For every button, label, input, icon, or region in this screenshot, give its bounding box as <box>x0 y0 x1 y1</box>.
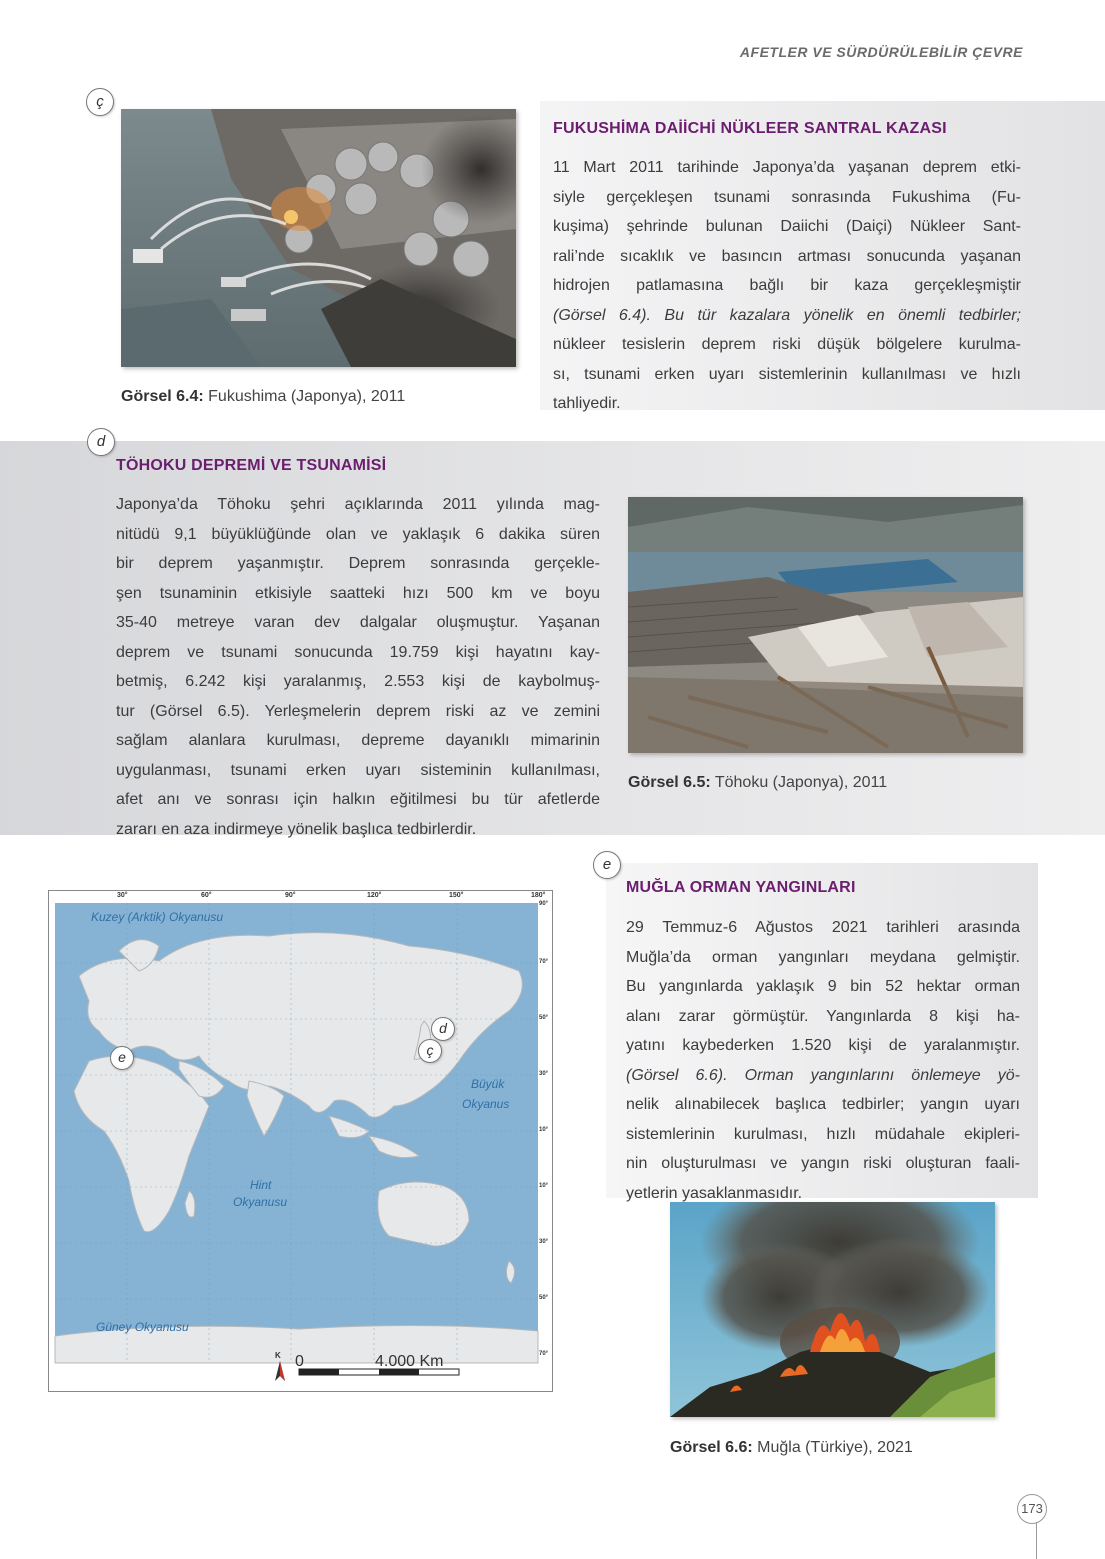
section-c-line: (Görsel 6.4). Bu tür kazalara yönelik en önemli tedbirler; <box>553 306 1021 324</box>
section-c-line: kuşima) şehrinde bulunan Daiichi (Daiçi) Nükleer Sant- <box>553 218 1021 235</box>
section-d-line: betmiş, 6.242 kişi yaralanmış, 2.553 kişi de kaybolmuş- <box>116 673 600 690</box>
lat-tick: 50° <box>539 1015 549 1021</box>
section-e-line: sistemlerinin kurulması, hızlı müdahale ekipleri- <box>626 1125 1020 1143</box>
section-e-line: Muğla’da orman yangınları meydana gelmiştir. <box>626 948 1020 966</box>
ocean-label-pacific-2: Okyanus <box>462 1097 510 1111</box>
section-e-line: yatını kaybederken 1.520 kişi de yaralanmıştır. <box>626 1037 1020 1054</box>
section-d-line: deprem ve tsunami sonucunda 19.759 kişi hayatını kay- <box>116 643 600 661</box>
lon-tick: 60° <box>201 892 212 899</box>
section-e-title: MUĞLA ORMAN YANGINLARI <box>626 879 856 896</box>
lon-tick: 150° <box>449 892 464 899</box>
caption-gorsel-6-4 <box>121 388 405 406</box>
section-d-line: şen tsunaminin etkisiyle saatteki hızı 500 km ve boyu <box>116 584 600 602</box>
section-e-line: nelik alınabilecek başlıca tedbirler; yangın uyarı <box>626 1096 1020 1113</box>
section-e-line: yetlerin yasaklanmasıdır. <box>626 1184 803 1202</box>
section-c-line: nükleer tesislerin deprem riski düşük bölgelere kurulma- <box>553 336 1021 353</box>
ocean-label-pacific-1: Büyük <box>471 1077 505 1091</box>
section-d-title: TÖHOKU DEPREMİ VE TSUNAMİSİ <box>116 457 387 474</box>
page-number-line <box>1036 1522 1037 1559</box>
caption-gorsel-6-6 <box>670 1439 913 1457</box>
map-marker-c: ç <box>418 1039 442 1063</box>
lat-tick: 70° <box>539 959 549 965</box>
section-c-line: tahliyedir. <box>553 395 621 412</box>
section-e-line: nin oluşturulması ve yangın riski oluşturan faali- <box>626 1155 1020 1172</box>
section-d-line: tur (Görsel 6.5). Yerleşmelerin deprem riski az ve zemini <box>116 702 600 720</box>
section-e-body <box>626 913 1020 1208</box>
lat-tick: 70° <box>539 1351 549 1357</box>
fukushima-photo <box>121 109 516 367</box>
caption-text: Fukushima (Japonya), 2011 <box>203 388 406 405</box>
section-c-line: rali’nde sıcaklık ve basıncın artması sonucunda yaşanan <box>553 247 1021 265</box>
caption-gorsel-6-5 <box>628 774 887 792</box>
section-d-line: 35-40 metreye varan dev dalgalar oluşmuştur. Yaşanan <box>116 614 600 631</box>
section-c-title: FUKUSHİMA DAİİCHİ NÜKLEER SANTRAL KAZASI <box>553 120 947 137</box>
fukushima-photo-image <box>121 109 516 367</box>
page-number: 173 <box>1017 1494 1047 1524</box>
ocean-label-indian-2: Okyanusu <box>233 1195 288 1209</box>
caption-label: Görsel 6.5: <box>628 774 711 791</box>
section-badge-e: e <box>593 851 621 879</box>
mugla-photo-image <box>670 1202 995 1417</box>
section-e-line: Bu yangınlarda yaklaşık 9 bin 52 hektar orman <box>626 978 1020 995</box>
north-label: K <box>275 1351 281 1360</box>
lon-tick: 30° <box>117 892 128 899</box>
lon-tick: 180° <box>531 892 546 899</box>
caption-text: Muğla (Türkiye), 2021 <box>752 1439 913 1456</box>
scale-distance: 4.000 Km <box>375 1353 444 1370</box>
lon-tick: 90° <box>285 892 296 899</box>
map-marker-d: d <box>431 1017 455 1041</box>
lat-tick: 30° <box>539 1071 549 1077</box>
section-e-line: 29 Temmuz-6 Ağustos 2021 tarihleri arasında <box>626 919 1020 936</box>
section-d-line: nitüdü 9,1 büyüklüğünde olan ve yaklaşık 6 dakika süren <box>116 525 600 543</box>
section-d-line: afet anı ve sonrası için halkın eğitilmesi bu tür afetlerde <box>116 791 600 808</box>
section-d-line: Japonya’da Töhoku şehri açıklarında 2011 yılında mag- <box>116 496 600 513</box>
section-c-line: 11 Mart 2011 tarihinde Japonya’da yaşanan deprem etki- <box>553 159 1021 176</box>
running-header: AFETLER VE SÜRDÜRÜLEBİLİR ÇEVRE <box>739 44 1023 60</box>
map-marker-e: e <box>110 1046 134 1070</box>
lat-tick: 10° <box>539 1183 549 1189</box>
section-d-line: uygulanması, tsunami erken uyarı sisteminin kullanılması, <box>116 761 600 779</box>
section-e-line: alanı zarar görmüştür. Yangınlarda 8 kişi ha- <box>626 1007 1020 1025</box>
lat-tick: 30° <box>539 1239 549 1245</box>
caption-text: Töhoku (Japonya), 2011 <box>710 774 888 791</box>
section-c-line: siyle gerçekleşen tsunami sonrasında Fukushima (Fu- <box>553 188 1021 206</box>
ocean-label-southern: Güney Okyanusu <box>96 1320 189 1334</box>
section-e-line: (Görsel 6.6). Orman yangınlarını önlemeye yö- <box>626 1066 1020 1084</box>
section-d-body <box>116 490 600 844</box>
section-c-body <box>553 153 1021 419</box>
section-d-line: sağlam alanlara kurulması, depreme dayanıklı mimarinin <box>116 732 600 749</box>
caption-label: Görsel 6.6: <box>670 1439 753 1456</box>
mugla-photo <box>670 1202 995 1417</box>
tohoku-photo <box>628 497 1023 753</box>
section-d-line: zararı en aza indirmeye yönelik başlıca tedbirlerdir. <box>116 820 477 838</box>
world-map-image <box>49 891 552 1391</box>
ocean-label-arctic: Kuzey (Arktik) Okyanusu <box>91 910 224 924</box>
lat-tick: 10° <box>539 1127 549 1133</box>
lat-tick: 50° <box>539 1295 549 1301</box>
section-c-line: hidrojen patlamasına bağlı bir kaza gerçekleşmiştir <box>553 277 1021 294</box>
lat-tick: 90° <box>539 901 549 907</box>
tohoku-photo-image <box>628 497 1023 753</box>
caption-label: Görsel 6.4: <box>121 388 204 405</box>
section-badge-c: ç <box>86 88 114 116</box>
scale-zero: 0 <box>295 1353 304 1370</box>
world-map <box>48 890 553 1392</box>
lon-tick: 120° <box>367 892 382 899</box>
section-c-line: sı, tsunami erken uyarı sistemlerinin kullanılması ve hızlı <box>553 365 1021 383</box>
section-d-line: bir deprem yaşanmıştır. Deprem sonrasında gerçekle- <box>116 555 600 572</box>
ocean-label-indian-1: Hint <box>250 1178 272 1192</box>
section-badge-d: d <box>87 428 115 456</box>
